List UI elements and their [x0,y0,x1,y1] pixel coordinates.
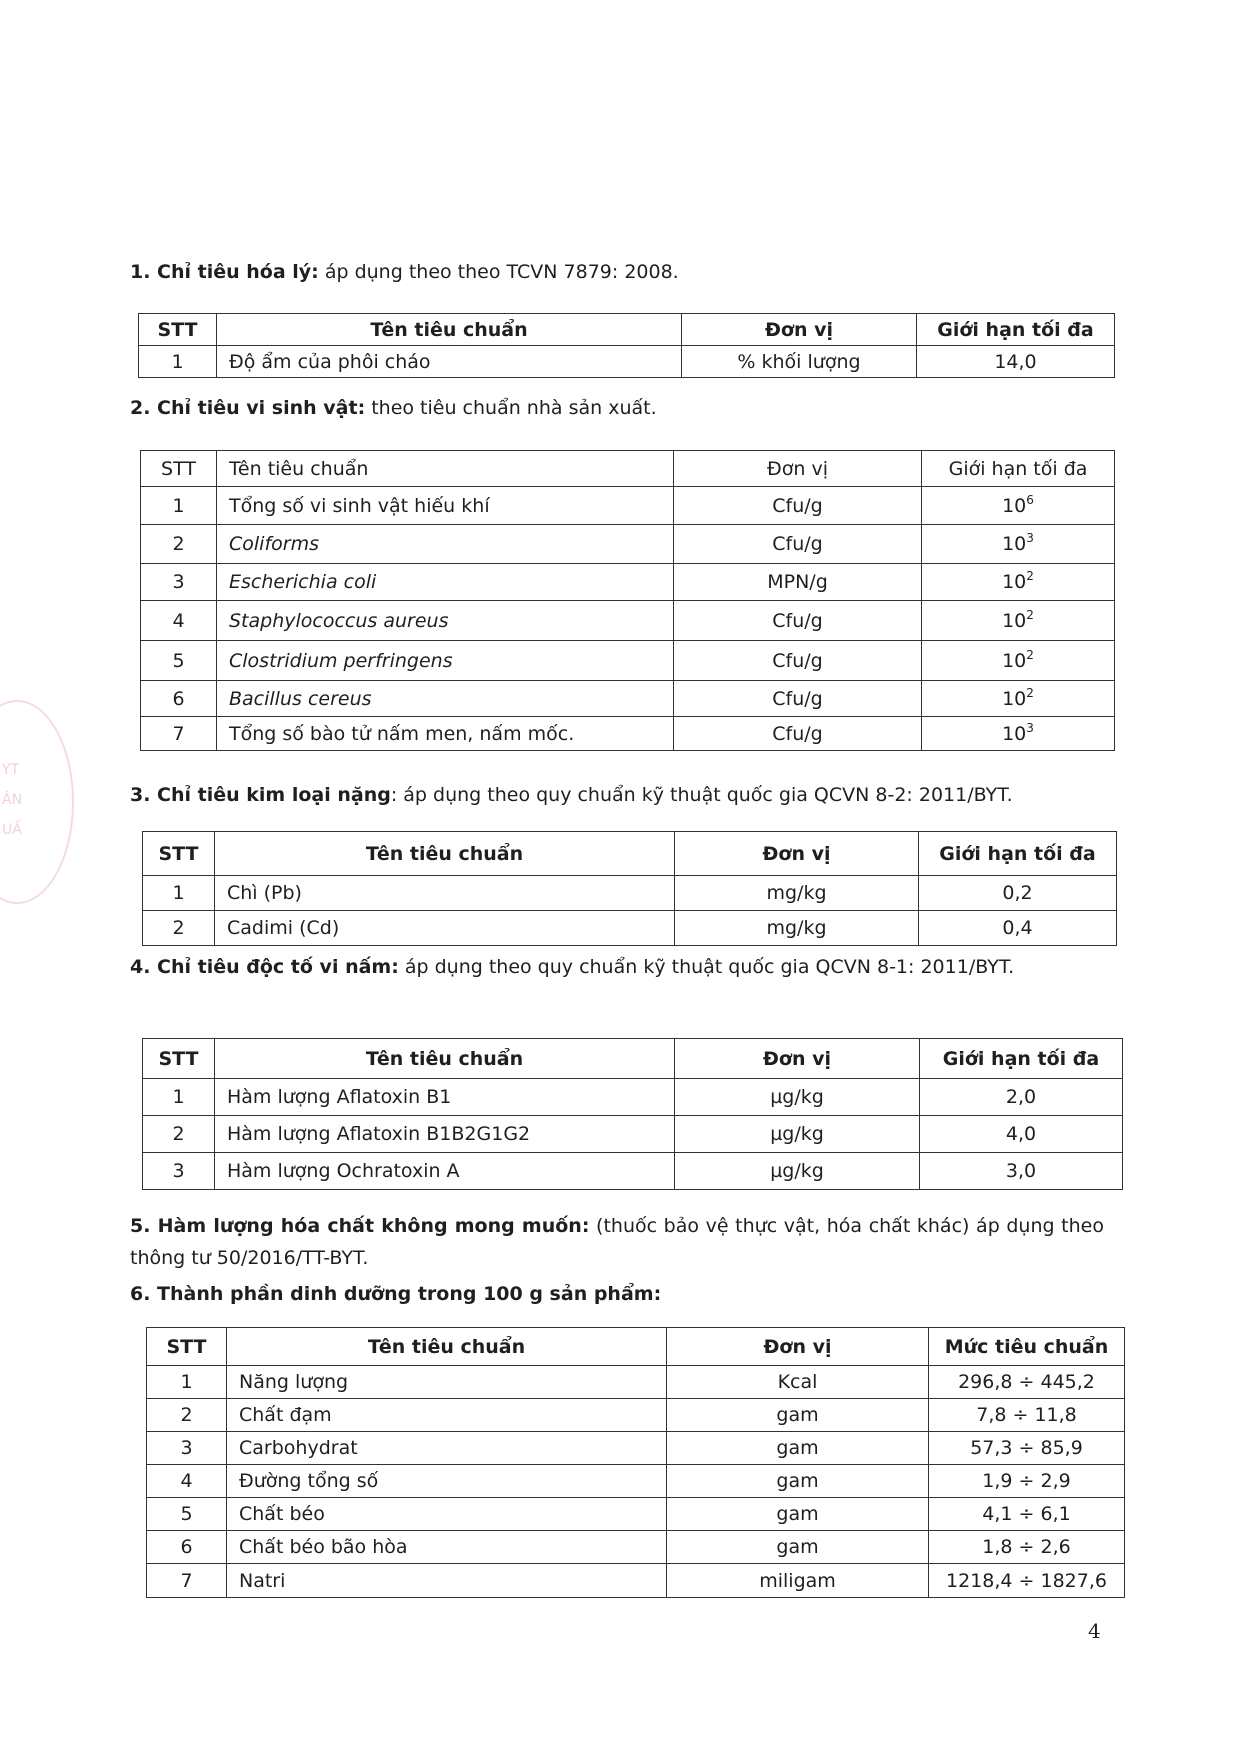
limit-base: 10 [1002,533,1027,555]
cell-unit: gam [667,1498,929,1531]
cell-unit: Cfu/g [674,487,922,525]
cell-unit: µg/kg [675,1153,920,1190]
section-1-label: 1. Chỉ tiêu hóa lý: [130,261,319,283]
cell-stt: 3 [143,1153,215,1190]
table-row [143,1079,1123,1116]
section-3-text: : áp dụng theo quy chuẩn kỹ thuật quốc gia QCVN 8-2: 2011/BYT. [390,784,1013,806]
cell-unit: µg/kg [675,1079,920,1116]
table-row [141,717,1115,751]
col-header-limit: Giới hạn tối đa [919,832,1117,876]
cell-standard: 1218,4 ÷ 1827,6 [929,1564,1125,1598]
cell-stt: 1 [141,487,217,525]
cell-name: Chất béo bão hòa [227,1531,667,1564]
col-header-stt: STT [147,1328,227,1366]
organism-name: Escherichia coli [229,571,377,593]
limit-exponent: 3 [1026,720,1034,735]
table-row [143,1116,1123,1153]
col-header-limit: Giới hạn tối đa [917,314,1115,346]
table-row [141,525,1115,564]
cell-name: Hàm lượng Aflatoxin B1 [215,1079,675,1116]
table-row [141,487,1115,525]
cell-limit [922,601,1115,641]
limit-base: 10 [1002,722,1027,745]
cell-limit [922,641,1115,681]
col-header-stt: STT [143,832,215,876]
section-2-text: theo tiêu chuẩn nhà sản xuất. [365,397,657,419]
section-2-heading [130,392,657,424]
cell-stt: 2 [143,911,215,946]
stamp-remnant: YT ÂN UẤ [0,700,74,904]
section-2-label: 2. Chỉ tiêu vi sinh vật: [130,397,366,419]
cell-name: Cadimi (Cd) [215,911,675,946]
section-6-heading [130,1278,661,1310]
cell-limit [922,681,1115,717]
cell-unit: MPN/g [674,564,922,601]
table-row [147,1465,1125,1498]
col-header-name: Tên tiêu chuẩn [215,1039,675,1079]
limit-exponent: 2 [1026,685,1034,700]
col-header-limit: Giới hạn tối đa [920,1039,1123,1079]
section-5-heading [130,1210,1104,1274]
cell-unit: Kcal [667,1366,929,1399]
col-header-unit: Đơn vị [675,832,919,876]
cell-stt: 4 [147,1465,227,1498]
limit-exponent: 2 [1026,647,1034,662]
col-header-standard: Mức tiêu chuẩn [929,1328,1125,1366]
cell-stt: 3 [141,564,217,601]
col-header-unit: Đơn vị [675,1039,920,1079]
organism-name: Bacillus cereus [229,687,372,710]
col-header-stt: STT [139,314,217,346]
table-row [147,1432,1125,1465]
cell-name: Chất đạm [227,1399,667,1432]
cell-stt: 7 [141,717,217,751]
cell-stt: 7 [147,1564,227,1598]
table-microbiology [140,450,1115,751]
table-row [141,601,1115,641]
section-3-label: 3. Chỉ tiêu kim loại nặng [130,784,391,806]
organism-name: Coliforms [229,533,319,555]
col-header-name: Tên tiêu chuẩn [217,314,682,346]
cell-name: Hàm lượng Ochratoxin A [215,1153,675,1190]
col-header-stt: STT [141,451,217,487]
limit-base: 10 [1002,494,1027,517]
section-5-label: 5. Hàm lượng hóa chất không mong muốn: [130,1215,590,1237]
cell-unit: gam [667,1432,929,1465]
table-row [143,876,1117,911]
organism-name: Staphylococcus aureus [229,609,449,632]
cell-name: Năng lượng [227,1366,667,1399]
cell-stt: 1 [143,1079,215,1116]
table-row [141,641,1115,681]
limit-exponent: 2 [1026,607,1034,622]
cell-name: Độ ẩm của phôi cháo [217,346,682,378]
table-row [139,346,1115,378]
cell-name: Đường tổng số [227,1465,667,1498]
table-row [143,911,1117,946]
section-4-label: 4. Chỉ tiêu độc tố vi nấm: [130,956,399,978]
section-6-label: 6. Thành phần dinh dưỡng trong 100 g sản phẩm: [130,1283,662,1305]
cell-limit [922,525,1115,564]
cell-name: Chì (Pb) [215,876,675,911]
cell-unit: Cfu/g [674,525,922,564]
cell-standard: 57,3 ÷ 85,9 [929,1432,1125,1465]
cell-limit: 14,0 [917,346,1115,378]
col-header-stt: STT [143,1039,215,1079]
cell-stt: 4 [141,601,217,641]
cell-stt: 1 [143,876,215,911]
cell-unit: mg/kg [675,876,919,911]
cell-unit: µg/kg [675,1116,920,1153]
section-5-text: (thuốc bảo vệ thực vật, hóa chất khác) áp dụng theo thông tư 50/2016/TT-BYT. [130,1215,1104,1269]
cell-limit: 2,0 [920,1079,1123,1116]
cell-stt: 3 [147,1432,227,1465]
cell-stt: 6 [147,1531,227,1564]
cell-limit [922,564,1115,601]
table-nutrition [146,1327,1125,1598]
cell-unit: mg/kg [675,911,919,946]
page-number: 4 [1088,1619,1101,1643]
col-header-unit: Đơn vị [674,451,922,487]
limit-base: 10 [1002,571,1027,593]
col-header-name: Tên tiêu chuẩn [217,451,674,487]
table-heavy-metals [142,831,1117,946]
cell-name: Tổng số vi sinh vật hiếu khí [217,487,674,525]
cell-unit: gam [667,1531,929,1564]
table-row [141,681,1115,717]
col-header-limit: Giới hạn tối đa [922,451,1115,487]
table-row [141,564,1115,601]
limit-exponent: 2 [1026,569,1034,583]
cell-limit [922,717,1115,751]
cell-name: Tổng số bào tử nấm men, nấm mốc. [217,717,674,751]
section-4-heading [130,951,1036,983]
cell-name: Natri [227,1564,667,1598]
cell-standard: 1,8 ÷ 2,6 [929,1531,1125,1564]
cell-unit: Cfu/g [674,717,922,751]
col-header-unit: Đơn vị [682,314,917,346]
cell-stt: 5 [147,1498,227,1531]
table-header-row [143,832,1117,876]
cell-limit [922,487,1115,525]
cell-name: Carbohydrat [227,1432,667,1465]
cell-unit: Cfu/g [674,681,922,717]
cell-stt: 1 [139,346,217,378]
section-1-text: áp dụng theo theo TCVN 7879: 2008. [318,261,679,283]
cell-standard: 296,8 ÷ 445,2 [929,1366,1125,1399]
table-header-row [141,451,1115,487]
section-4-text: áp dụng theo quy chuẩn kỹ thuật quốc gia QCVN 8-1: 2011/BYT. [398,956,1015,978]
limit-base: 10 [1002,649,1027,672]
table-row [147,1498,1125,1531]
cell-standard: 4,1 ÷ 6,1 [929,1498,1125,1531]
table-row [147,1531,1125,1564]
cell-stt: 2 [143,1116,215,1153]
cell-stt: 1 [147,1366,227,1399]
limit-exponent: 3 [1026,531,1034,545]
organism-name: Clostridium perfringens [229,649,453,672]
cell-limit: 0,2 [919,876,1117,911]
table-mycotoxins [142,1038,1123,1190]
cell-unit: miligam [667,1564,929,1598]
table-row [147,1399,1125,1432]
cell-stt: 2 [147,1399,227,1432]
table-header-row [143,1039,1123,1079]
limit-base: 10 [1002,687,1027,710]
cell-name [217,601,674,641]
table-row [147,1564,1125,1598]
col-header-name: Tên tiêu chuẩn [215,832,675,876]
cell-limit: 0,4 [919,911,1117,946]
cell-stt: 2 [141,525,217,564]
cell-unit: Cfu/g [674,641,922,681]
section-3-heading [130,779,1013,811]
cell-unit: gam [667,1399,929,1432]
cell-limit: 3,0 [920,1153,1123,1190]
cell-standard: 1,9 ÷ 2,9 [929,1465,1125,1498]
col-header-unit: Đơn vị [667,1328,929,1366]
table-row [147,1366,1125,1399]
section-1-heading [130,256,679,288]
cell-limit: 4,0 [920,1116,1123,1153]
cell-unit: Cfu/g [674,601,922,641]
cell-name: Hàm lượng Aflatoxin B1B2G1G2 [215,1116,675,1153]
limit-base: 10 [1002,609,1027,632]
table-header-row [147,1328,1125,1366]
cell-unit: % khối lượng [682,346,917,378]
table-physicochemical [138,313,1115,378]
cell-stt: 5 [141,641,217,681]
table-header-row [139,314,1115,346]
cell-name [217,564,674,601]
cell-unit: gam [667,1465,929,1498]
col-header-name: Tên tiêu chuẩn [227,1328,667,1366]
cell-stt: 6 [141,681,217,717]
cell-standard: 7,8 ÷ 11,8 [929,1399,1125,1432]
limit-exponent: 6 [1026,492,1034,507]
cell-name [217,641,674,681]
table-row [143,1153,1123,1190]
cell-name [217,525,674,564]
cell-name: Chất béo [227,1498,667,1531]
cell-name [217,681,674,717]
